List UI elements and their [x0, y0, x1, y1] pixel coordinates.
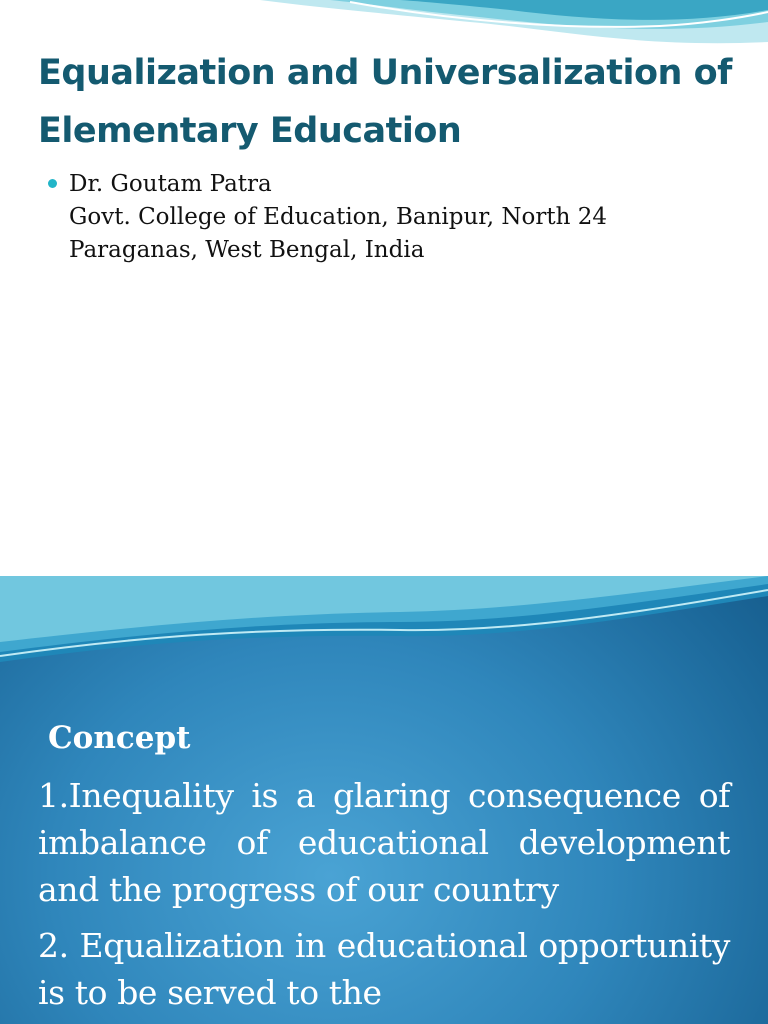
- concept-point: 1.Inequality is a glaring consequence of imbalance of educational development and the progress of our country: [38, 776, 730, 909]
- bullet-dot-icon: [48, 179, 57, 188]
- author-bullet: [48, 168, 748, 267]
- concept-point: 2. Equalization in educational opportunity is to be served to the: [38, 926, 730, 1012]
- author-name: Dr. Goutam Patra: [69, 171, 272, 197]
- concept-heading: Concept: [48, 720, 191, 756]
- concept-points: [38, 772, 730, 1024]
- author-info: [69, 168, 607, 267]
- author-affiliation-line-2: Paraganas, West Bengal, India: [69, 237, 425, 263]
- slide-title: Equalization and Universalization of Elementary Education: [38, 53, 732, 151]
- concept-slide: [0, 576, 768, 1024]
- author-affiliation-line-1: Govt. College of Education, Banipur, North 24: [69, 204, 607, 230]
- concept-wave-decoration: [0, 576, 768, 676]
